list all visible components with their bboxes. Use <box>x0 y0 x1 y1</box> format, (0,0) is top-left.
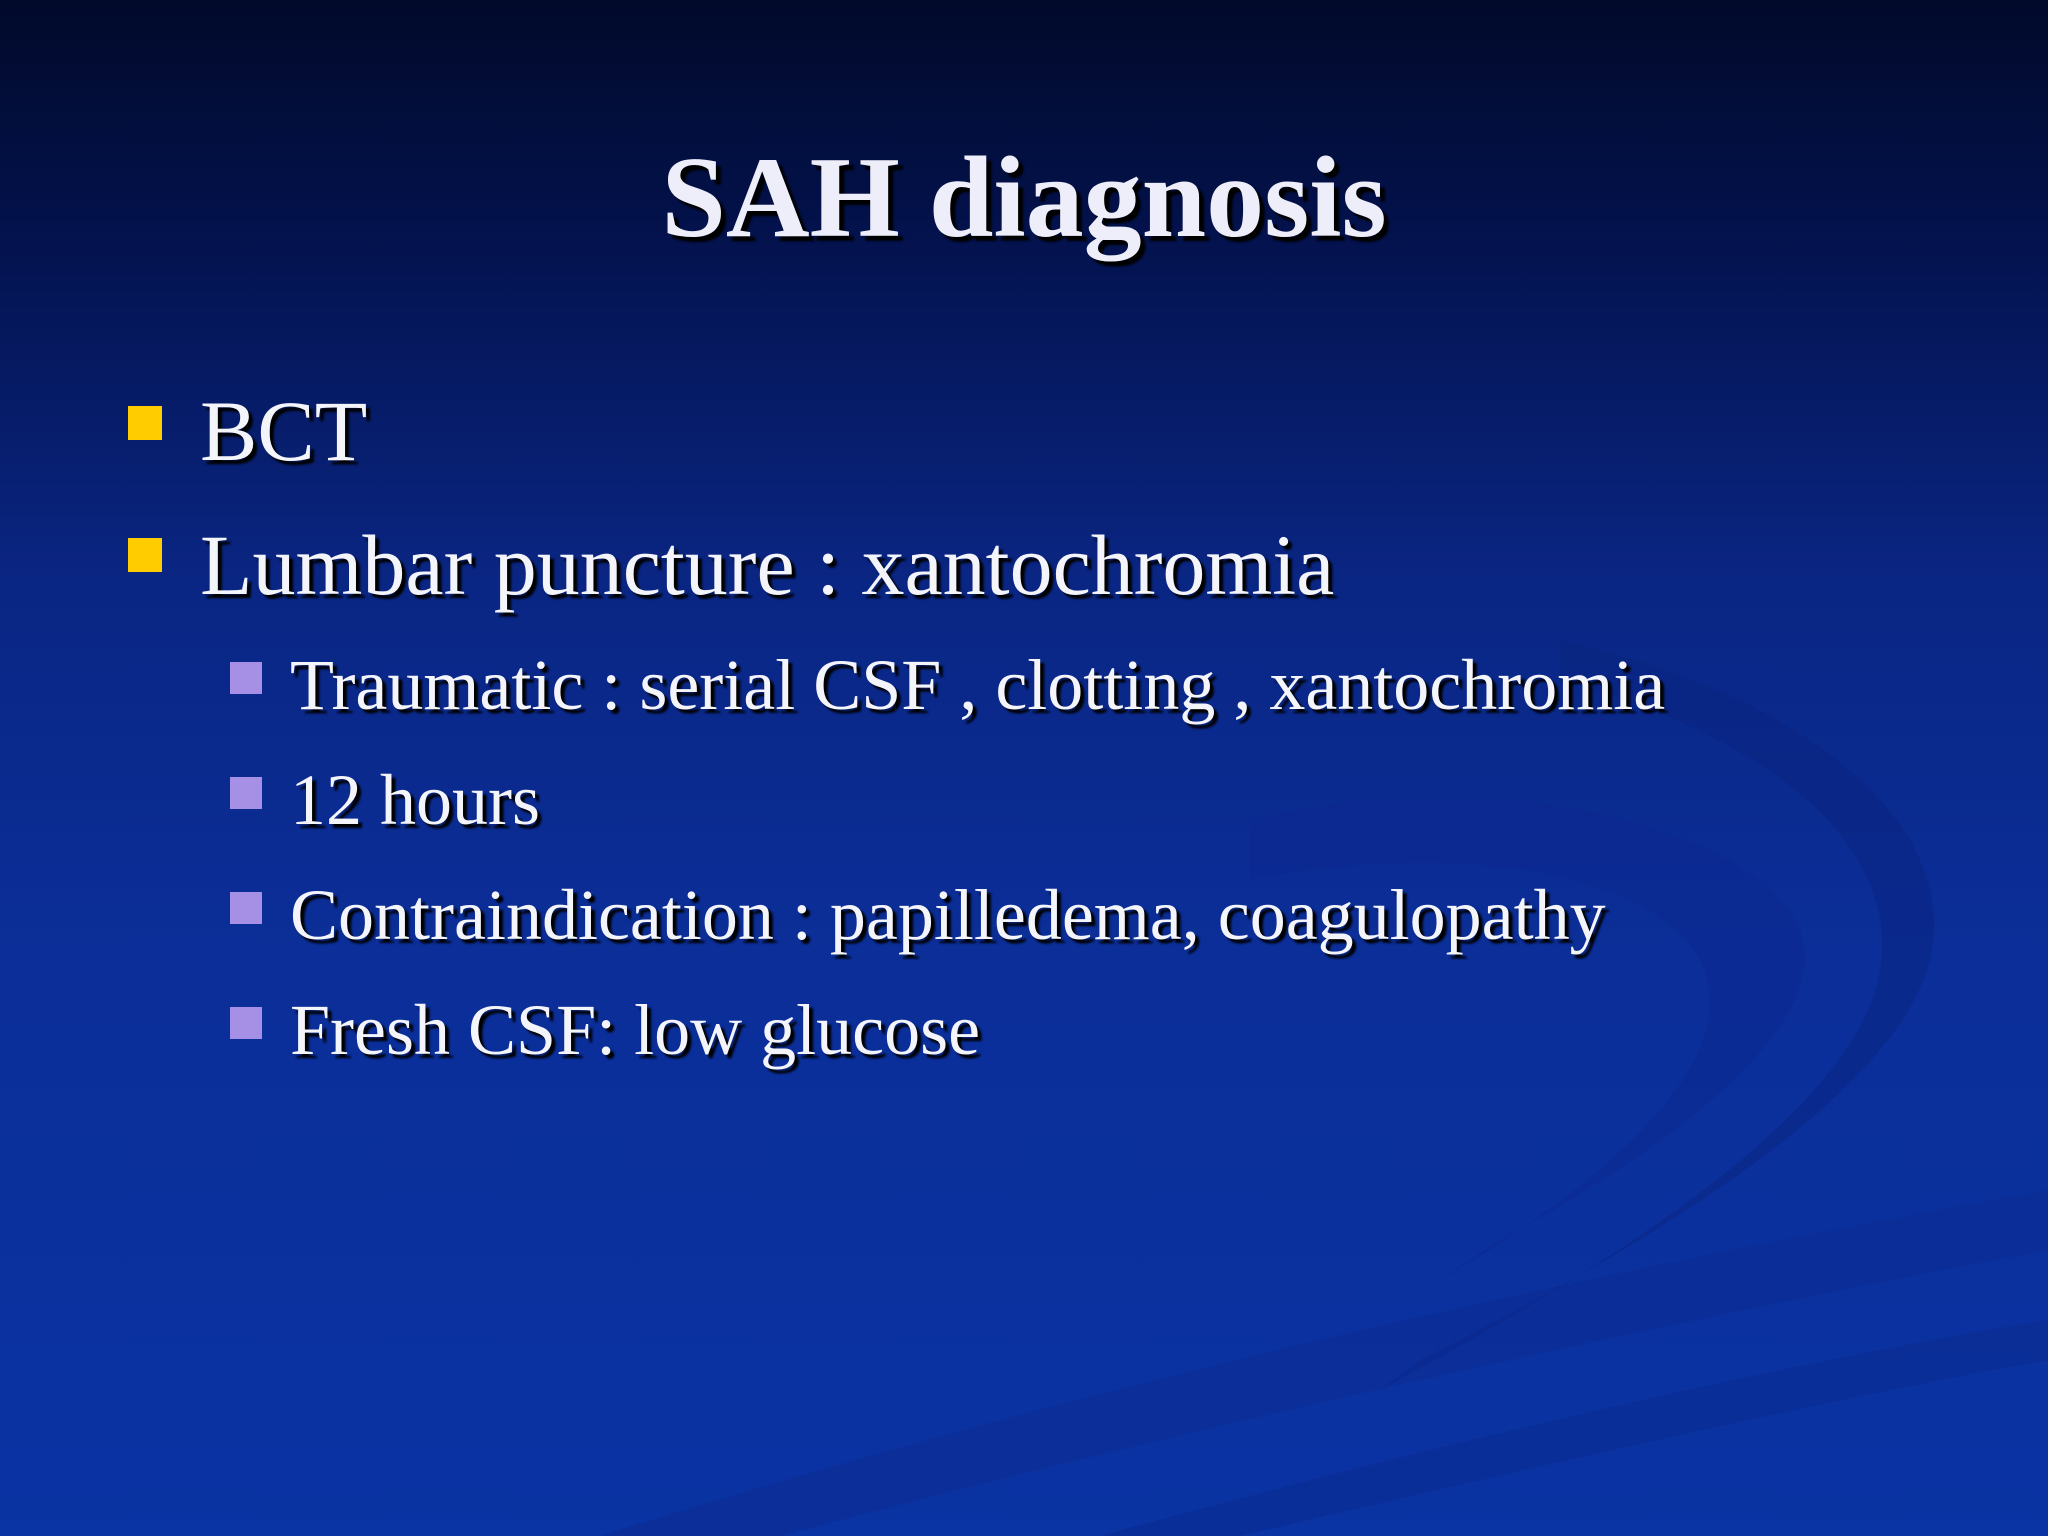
sub-bullet-contraindication: Contraindication : papilledema, coagulopathy <box>290 875 1606 955</box>
bullet-bct: BCT <box>200 383 368 479</box>
sub-bullet-marker-fresh-csf <box>230 1007 262 1039</box>
sub-bullet-traumatic: Traumatic : serial CSF , clotting , xantochromia <box>290 645 1666 725</box>
slide-title: SAH diagnosis <box>661 134 1387 262</box>
sub-bullet-marker-traumatic <box>230 662 262 694</box>
sub-bullet-12-hours: 12 hours <box>290 760 540 840</box>
bullet-marker-lumbar-puncture <box>128 538 162 572</box>
sub-bullet-marker-contraindication <box>230 892 262 924</box>
bullet-marker-bct <box>128 406 162 440</box>
sub-bullet-fresh-csf: Fresh CSF: low glucose <box>290 990 981 1070</box>
sub-bullet-marker-12-hours <box>230 777 262 809</box>
bullet-lumbar-puncture: Lumbar puncture : xantochromia <box>200 517 1335 613</box>
